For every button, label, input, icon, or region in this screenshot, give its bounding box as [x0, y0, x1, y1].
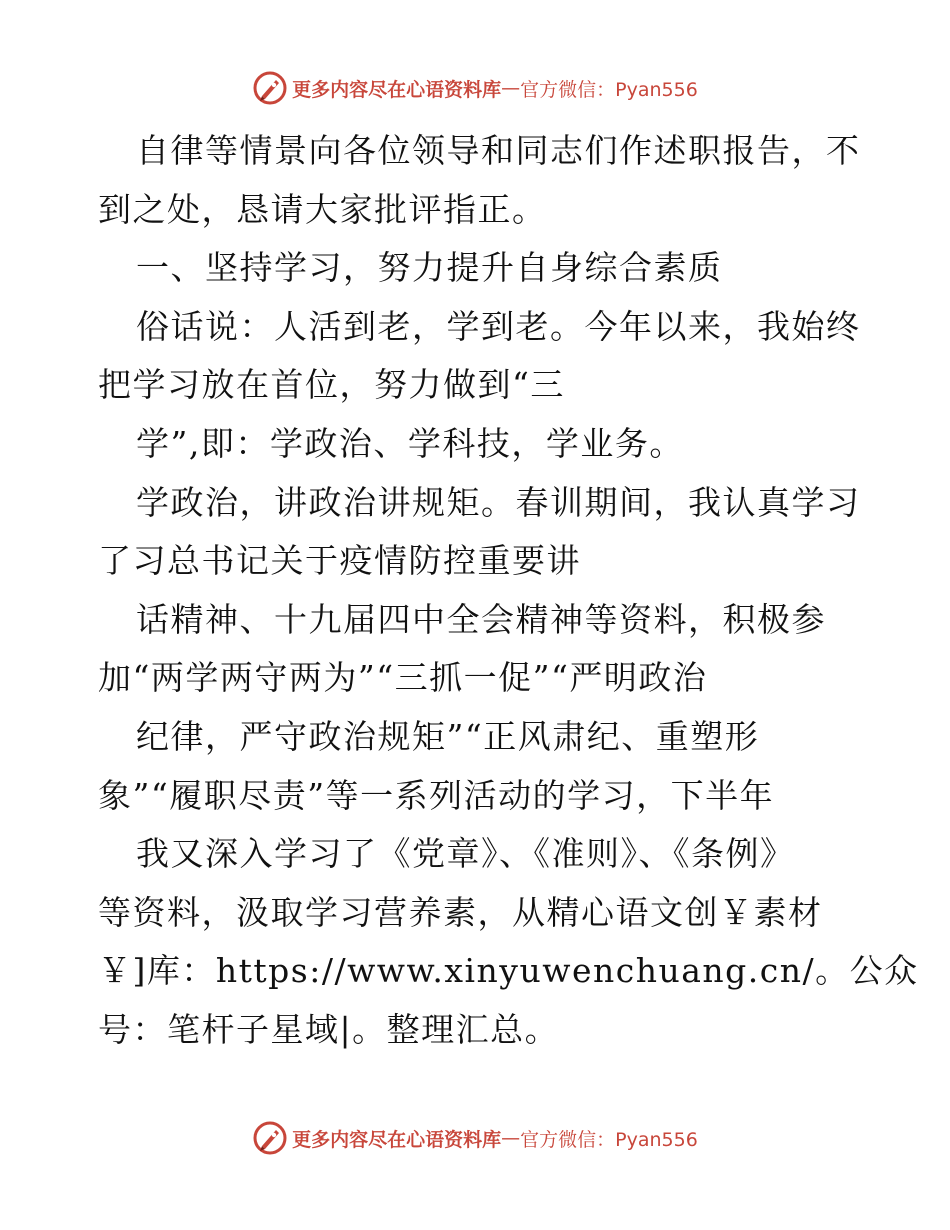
text-line: 纪律，严守政治规矩”“正风肃纪、重塑形 — [136, 716, 760, 756]
pen-logo-icon — [252, 1120, 288, 1156]
text-line: 自律等情景向各位领导和同志们作述职报告，不 — [136, 131, 861, 170]
watermark-header — [0, 68, 950, 108]
watermark-dash: — — [501, 77, 521, 99]
text-line: 了习总书记关于疫情防控重要讲 — [98, 541, 581, 581]
text-line: ￥]库：https://www.xinyuwenchuang.cn/。公众 — [98, 951, 919, 991]
text-line: 加“两学两守两为”“三抓一促”“严明政治 — [98, 658, 708, 698]
watermark-site-text: 更多内容尽在心语资料库 — [292, 78, 502, 101]
text-line: 学”,即：学政治、学科技，学业务。 — [136, 423, 684, 463]
text-line: 到之处，恳请大家批评指正。 — [98, 189, 547, 229]
watermark-dash: — — [501, 1127, 521, 1149]
watermark-footer — [0, 1118, 950, 1158]
text-line: 俗话说：人活到老，学到老。今年以来，我始终 — [136, 306, 861, 346]
text-line: 号：笔杆子星域|。整理汇总。 — [98, 1009, 560, 1049]
watermark-site-text: 更多内容尽在心语资料库 — [292, 1128, 502, 1151]
text-line: 话精神、十九届四中全会精神等资料，积极参 — [136, 599, 826, 639]
document-body — [98, 122, 919, 1060]
pen-logo-icon — [252, 70, 288, 106]
watermark-wechat-text: 官方微信：Pyan556 — [520, 1128, 698, 1151]
section-heading: 一、坚持学习，努力提升自身综合素质 — [136, 248, 723, 288]
text-line: 把学习放在首位，努力做到“三 — [98, 365, 565, 405]
text-line: 学政治，讲政治讲规矩。春训期间，我认真学习 — [136, 482, 861, 522]
text-line: 我又深入学习了《党章》、《准则》、《条例》 — [136, 834, 795, 874]
watermark-wechat-text: 官方微信：Pyan556 — [520, 78, 698, 101]
text-line: 象”“履职尽责”等一系列活动的学习，下半年 — [98, 775, 775, 815]
text-line: 等资料，汲取学习营养素，从精心语文创￥素材 — [98, 892, 823, 932]
